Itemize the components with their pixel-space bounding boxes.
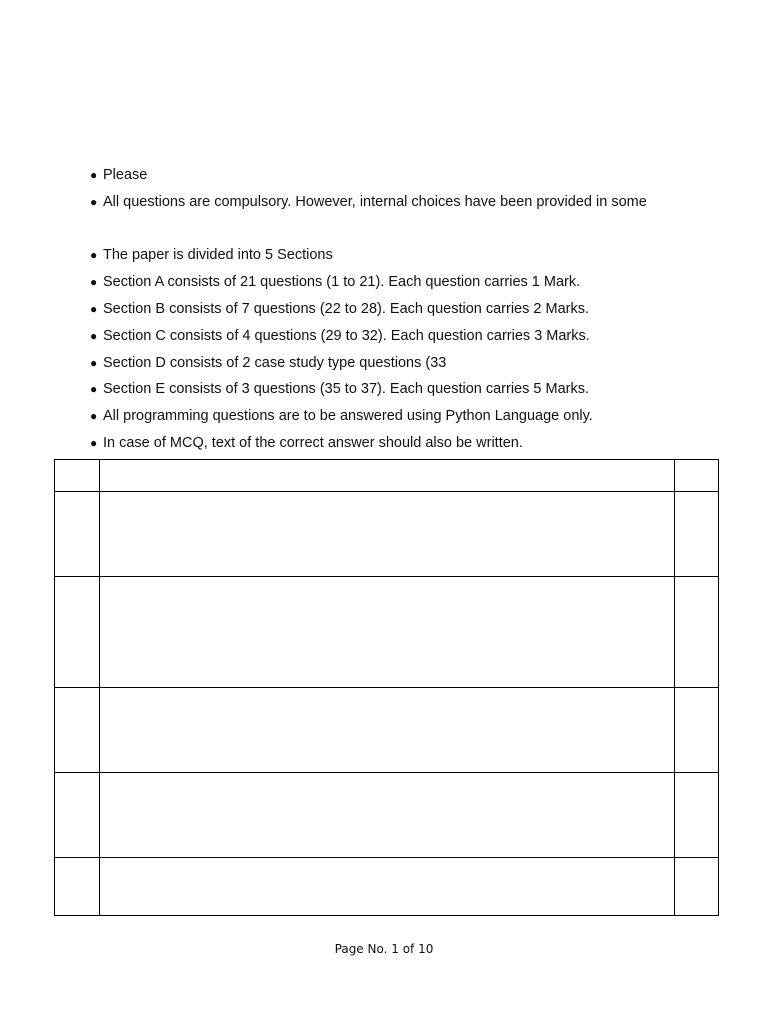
- table-row: [55, 773, 719, 858]
- bullet-icon: ●: [90, 301, 98, 316]
- instruction-item: [90, 242, 730, 269]
- instruction-text: Please: [103, 167, 148, 183]
- table-row: [55, 688, 719, 773]
- page-number: Page No. 1 of 10: [334, 942, 434, 956]
- bullet-icon: ●: [90, 409, 98, 424]
- marks-cell: [674, 773, 718, 858]
- question-text-cell: [100, 688, 675, 773]
- bullet-icon: ●: [90, 382, 98, 397]
- table-row: [55, 492, 719, 577]
- question-text-cell: [100, 492, 675, 577]
- instruction-text: All programming questions are to be answered using Python Language only.: [103, 408, 593, 425]
- instruction-text: All questions are compulsory. However, internal choices have been provided in some: [103, 193, 647, 210]
- table-row: [55, 577, 719, 688]
- bullet-icon: ●: [90, 328, 98, 343]
- question-number-cell: [55, 577, 100, 688]
- bullet-icon: ●: [90, 435, 98, 450]
- marks-cell: [674, 858, 718, 916]
- table-header-row: [55, 460, 719, 492]
- question-number-cell: [55, 773, 100, 858]
- question-text-cell: [100, 773, 675, 858]
- question-number-cell: [55, 460, 100, 492]
- instruction-text: Section D consists of 2 case study type questions (33: [103, 354, 447, 371]
- question-number-cell: [55, 688, 100, 773]
- instruction-item: [90, 162, 730, 189]
- instruction-item: [90, 376, 730, 403]
- question-text-cell: [100, 577, 675, 688]
- bullet-icon: ●: [90, 194, 98, 209]
- instruction-text: Section C consists of 4 questions (29 to 32). Each question carries 3 Marks.: [103, 327, 590, 344]
- instruction-text: Section A consists of 21 questions (1 to 21). Each question carries 1 Mark.: [103, 274, 581, 291]
- marks-cell: [674, 577, 718, 688]
- questions-table: [54, 459, 719, 916]
- marks-cell: [674, 688, 718, 773]
- marks-cell: [674, 492, 718, 577]
- instruction-text: Section B consists of 7 questions (22 to 28). Each question carries 2 Marks.: [103, 300, 589, 317]
- bullet-icon: ●: [90, 168, 98, 182]
- instruction-text: Section E consists of 3 questions (35 to 37). Each question carries 5 Marks.: [103, 381, 589, 398]
- bullet-icon: ●: [90, 275, 98, 290]
- question-text-cell: [100, 858, 675, 916]
- table-row: [55, 858, 719, 916]
- instruction-text: The paper is divided into 5 Sections: [103, 247, 333, 264]
- question-number-cell: [55, 492, 100, 577]
- marks-cell: [674, 460, 718, 492]
- question-number-cell: [55, 858, 100, 916]
- instruction-item: [90, 296, 730, 323]
- bullet-icon: ●: [90, 248, 98, 263]
- instructions-list: [90, 162, 730, 457]
- instruction-text: In case of MCQ, text of the correct answer should also be written.: [103, 434, 523, 451]
- instruction-item: [90, 350, 730, 377]
- bullet-icon: ●: [90, 355, 98, 370]
- instruction-item: [90, 430, 730, 457]
- question-text-cell: [100, 460, 675, 492]
- instruction-item: [90, 323, 730, 350]
- instruction-item: [90, 269, 730, 296]
- instruction-item: [90, 403, 730, 430]
- instruction-item: [90, 189, 730, 216]
